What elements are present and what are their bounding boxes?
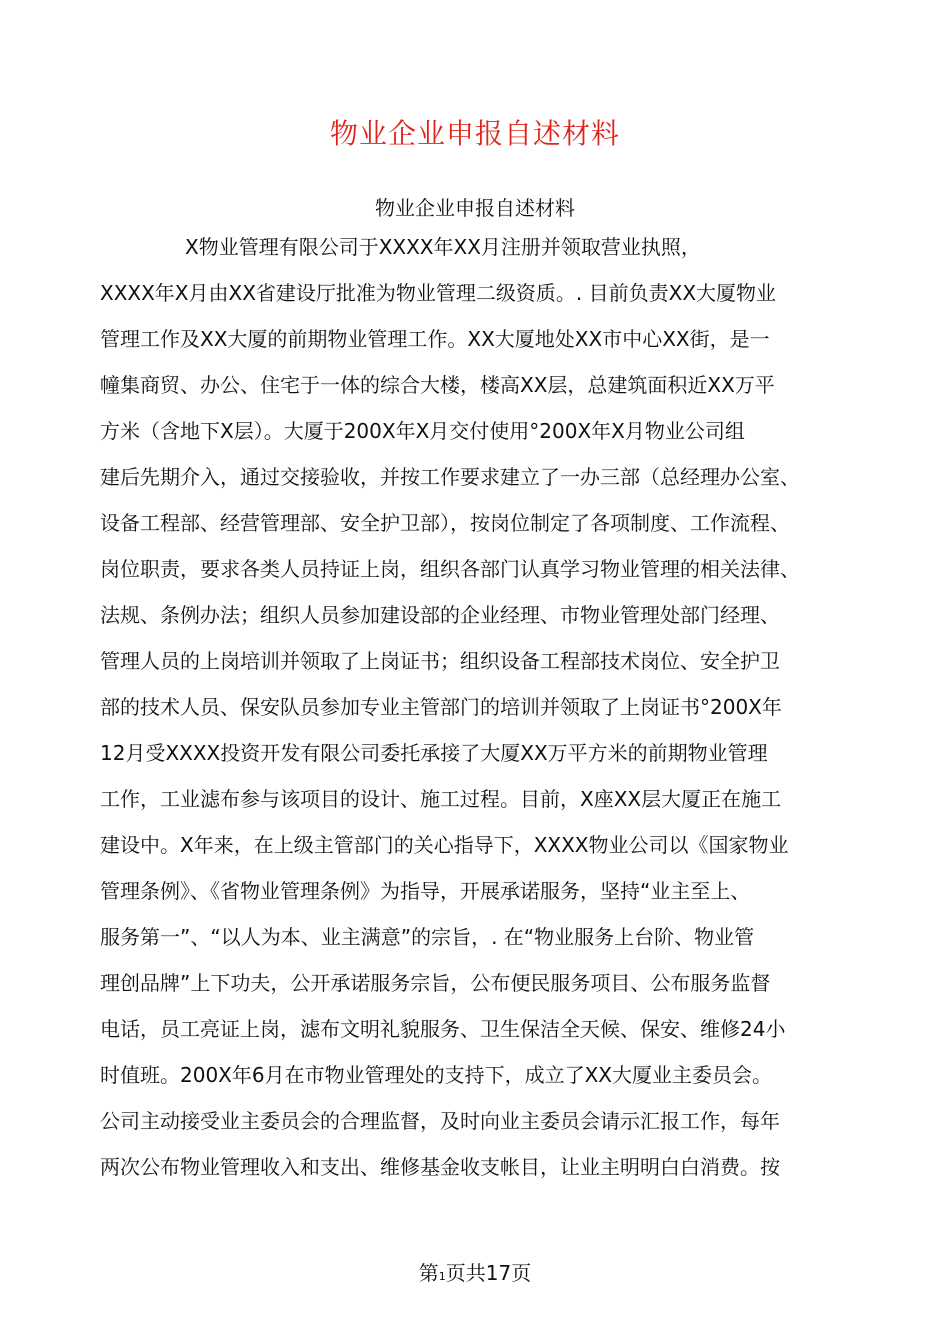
body-line: XXXX年X月由XX省建设厅批准为物业管理二级资质。. 目前负责XX大厦物业 [100, 281, 777, 305]
body-line: 管理工作及XX大厦的前期物业管理工作。XX大厦地处XX市中心XX街，是一 [100, 327, 770, 351]
body-line: 两次公布物业管理收入和支出、维修基金收支帐目，让业主明明白白消费。按 [100, 1155, 780, 1179]
footer-page-number: 1 [438, 1270, 446, 1283]
body-line: 设备工程部、经营管理部、安全护卫部），按岗位制定了各项制度、工作流程、 [100, 511, 790, 535]
body-line: 建设中。X年来，在上级主管部门的关心指导下，XXXX物业公司以《国家物业 [100, 833, 789, 857]
body-line: 电话，员工亮证上岗，滤布文明礼貌服务、卫生保洁全天候、保安、维修24小 [100, 1017, 786, 1041]
body-line: 时值班。200X年6月在市物业管理处的支持下，成立了XX大厦业主委员会。 [100, 1063, 773, 1087]
footer-suffix: 页共17页 [445, 1261, 532, 1285]
body-line: 管理条例》、《省物业管理条例》为指导，开展承诺服务，坚持“业主至上、 [100, 879, 751, 903]
body-line: X物业管理有限公司于XXXX年XX月注册并领取营业执照， [185, 235, 701, 259]
body-line: 建后先期介入，通过交接验收，并按工作要求建立了一办三部（总经理办公室、 [100, 465, 800, 489]
body-line: 方米（含地下X层）。大厦于200X年X月交付使用°200X年X月物业公司组 [100, 419, 745, 443]
document-subtitle: 物业企业申报自述材料 [375, 196, 575, 220]
body-line: 部的技术人员、保安队员参加专业主管部门的培训并领取了上岗证书°200X年 [100, 695, 782, 719]
body-line: 幢集商贸、办公、住宅于一体的综合大楼，楼高XX层，总建筑面积近XX万平 [100, 373, 775, 397]
body-line: 理创品牌”上下功夫，公开承诺服务宗旨，公布便民服务项目、公布服务监督 [100, 971, 771, 995]
footer-prefix: 第 [418, 1261, 439, 1285]
body-line: 管理人员的上岗培训并领取了上岗证书；组织设备工程部技术岗位、安全护卫 [100, 649, 780, 673]
body-line: 法规、条例办法；组织人员参加建设部的企业经理、市物业管理处部门经理、 [100, 603, 780, 627]
body-line: 工作，工业滤布参与该项目的设计、施工过程。目前，X座XX层大厦正在施工 [100, 787, 782, 811]
body-line: 公司主动接受业主委员会的合理监督，及时向业主委员会请示汇报工作，每年 [100, 1109, 780, 1133]
document-title: 物业企业申报自述材料 [329, 117, 620, 150]
body-line: 岗位职责，要求各类人员持证上岗，组织各部门认真学习物业管理的相关法律、 [100, 557, 800, 581]
page-footer [0, 1257, 950, 1286]
body-line: 12月受XXXX投资开发有限公司委托承接了大厦XX万平方米的前期物业管理 [100, 741, 768, 765]
body-line: 服务第一”、“以人为本、业主满意”的宗旨，. 在“物业服务上台阶、物业管 [100, 925, 755, 949]
